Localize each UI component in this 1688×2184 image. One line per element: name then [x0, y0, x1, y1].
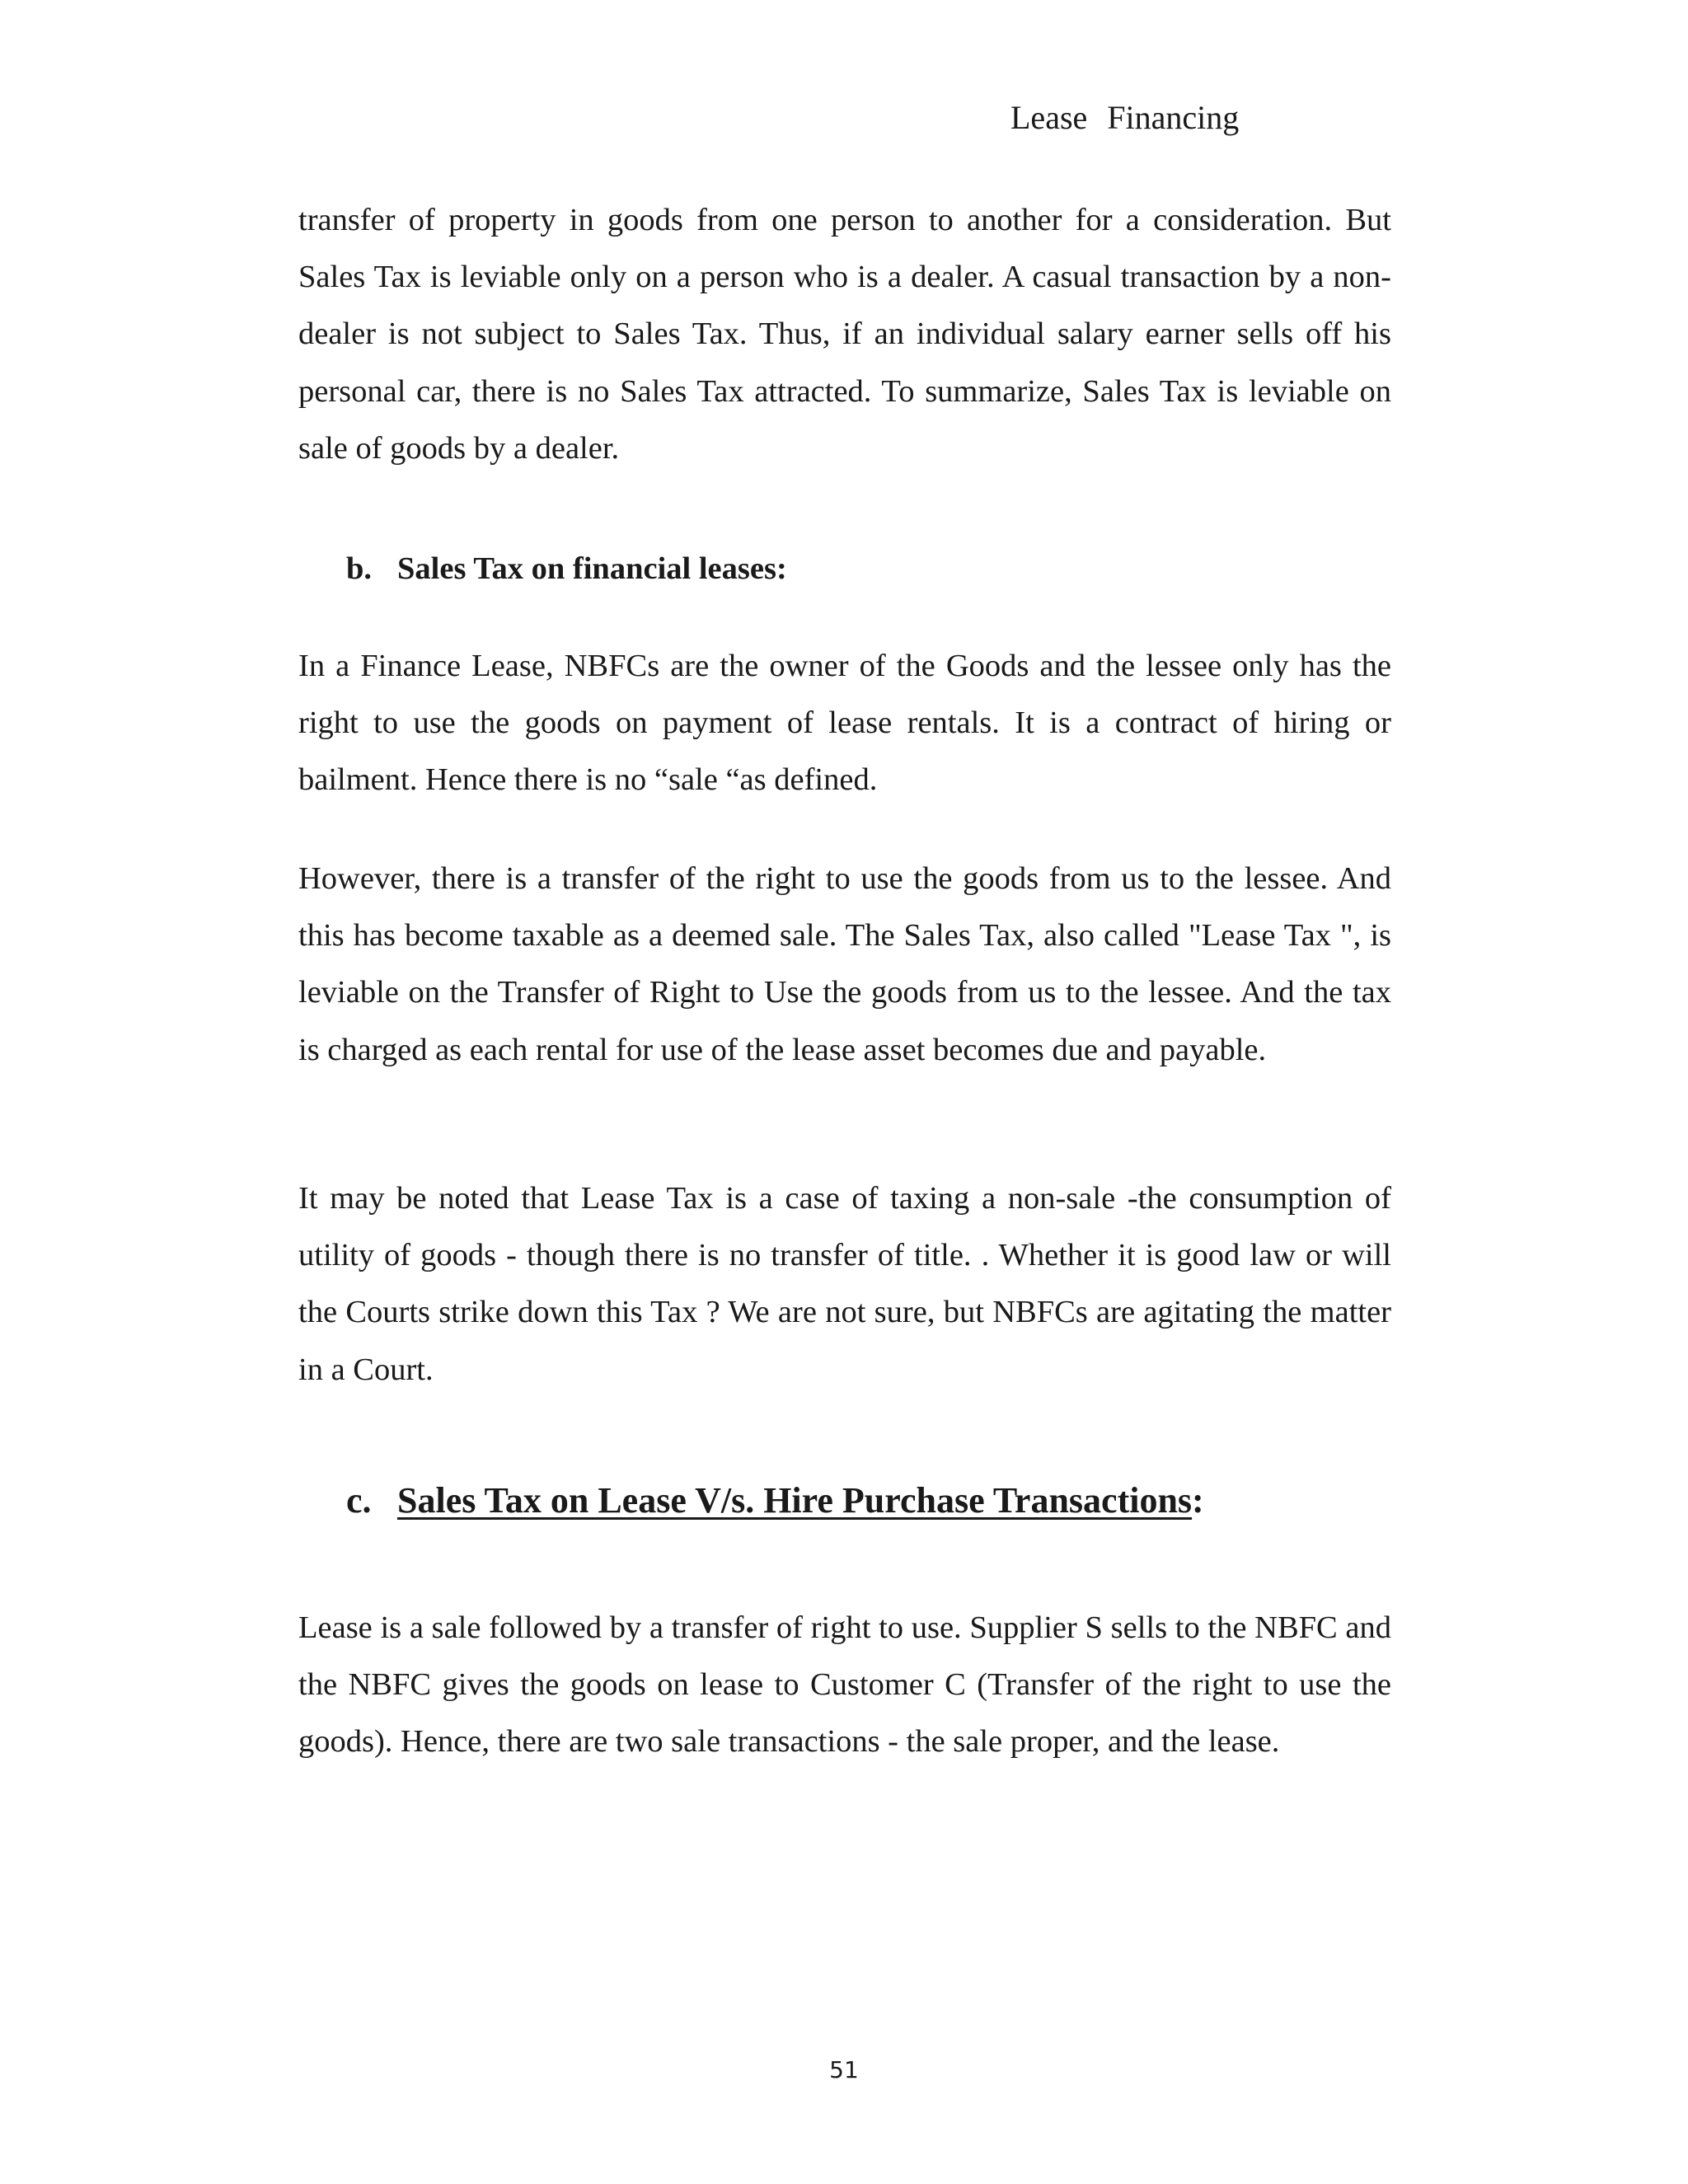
running-header: Lease Financing: [1010, 99, 1240, 136]
section-title: Sales Tax on financial leases:: [397, 551, 787, 586]
body-paragraph: It may be noted that Lease Tax is a case of taxing a non-sale -the consumption of utility of goods - though there is no transfer of title. . Whether it is good law or will the Courts strike down this Tax ? We are not sure, but NBFCs are agitating the matter in a Court.: [298, 1181, 1391, 1387]
section-marker: b.: [346, 551, 373, 586]
body-paragraph: However, there is a transfer of the right to use the goods from us to the lessee. And this has become taxable as a deemed sale. The Sales Tax, also called "Lease Tax ", is leviable on the Transfer of Right to Use the goods from us to the lessee. And the tax is charged as each rental for use of the lease asset becomes due and payable.: [298, 861, 1391, 1067]
body-paragraph: In a Finance Lease, NBFCs are the owner of the Goods and the lessee only has the right to use the goods on payment of lease rentals. It is a contract of hiring or bailment. Hence there is no “sale “as defined.: [298, 649, 1391, 798]
body-paragraph: transfer of property in goods from one person to another for a consideration. But Sales Tax is leviable only on a person who is a dealer. A casual transaction by a non-dealer is not subject to Sales Tax. Thus, if an individual salary earner sells off his personal car, there is no Sales Tax attracted. To summarize, Sales Tax is leviable on sale of goods by a dealer.: [298, 203, 1391, 466]
section-heading-b: [346, 544, 787, 593]
page-number: 51: [829, 2056, 859, 2083]
section-title: Sales Tax on Lease V/s. Hire Purchase Transactions: [397, 1480, 1193, 1521]
section-marker: c.: [346, 1480, 372, 1521]
body-paragraph: Lease is a sale followed by a transfer of right to use. Supplier S sells to the NBFC and the NBFC gives the goods on lease to Customer C (Transfer of the right to use the goods). Hence, there are two sale transactions - the sale proper, and the lease.: [298, 1610, 1391, 1760]
section-title-suffix: :: [1192, 1480, 1204, 1521]
section-heading-c: [346, 1472, 1204, 1530]
